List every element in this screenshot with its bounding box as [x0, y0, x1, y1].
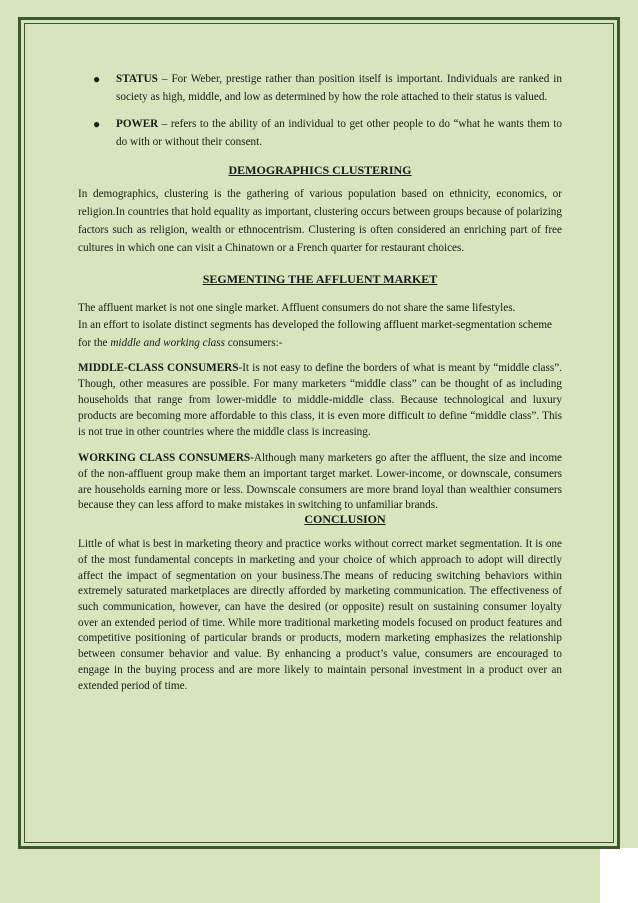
- document-body: [78, 70, 562, 694]
- working-class-paragraph: [78, 451, 562, 513]
- bullet-text: – refers to the ability of an individual to get other people to do “what he wants them to do with or without their consent.: [116, 117, 562, 148]
- affluent-scheme-text: In an effort to isolate distinct segments has developed the following affluent market-segmentation scheme for the: [78, 319, 552, 350]
- middle-class-text: -It is not easy to define the borders of what is meant by “middle class”. Though, other measures are possible. For many marketers “middle class” can be thought of as including households that range from lower-middle to middle-middle class. Because technological and luxury products are becoming more affordable to this class, it is even more difficult to define “middle class”. This is not true in other countries where the middle class is increasing.: [78, 362, 562, 438]
- conclusion-paragraph: Little of what is best in marketing theory and practice works without correct market segmentation. It is one of the most fundamental concepts in marketing and your choice of which approach to adopt will directly affect the impact of segmentation on your business.The means of reducing switching behaviors within extremely saturated marketplaces are directly afforded by marketing communication. The effectiveness of such communication, however, can have the desired (or opposite) result on sustaining consumer loyalty over an extended period of time. While more traditional marketing models focused on product features and competitive positioning of particular brands or products, modern marketing emphasizes the relationship between consumer behavior and value. By enhancing a product’s value, consumers are encouraged to engage in the buying process and are more likely to maintain personal investment in a product over an extended period of time.: [78, 538, 562, 692]
- working-class-term: WORKING CLASS CONSUMERS-: [78, 452, 254, 465]
- bullet-power: [78, 115, 562, 152]
- affluent-scheme-end: consumers:-: [224, 337, 283, 350]
- bullet-dot-icon: ●: [93, 72, 101, 86]
- page-corner: [600, 848, 638, 903]
- bullet-status: [78, 70, 562, 107]
- affluent-intro: The affluent market is not one single market. Affluent consumers do not share the same lifestyles.: [78, 301, 516, 314]
- bullet-dot-icon: ●: [93, 116, 101, 131]
- working-class-text: Although many marketers go after the affluent, the size and income of the non-affluent group make them an important target market. Lower-income, or downscale, consumers are households earning more or less. Downscale consumers are more brand loyal than wealthier consumers because they can less afford to make mistakes in switching to unfamiliar brands.: [78, 452, 562, 512]
- affluent-scheme: [78, 316, 562, 352]
- middle-class-paragraph: [78, 361, 562, 440]
- bullet-list: [78, 70, 562, 151]
- conclusion-heading: CONCLUSION: [304, 511, 386, 526]
- middle-class-term: MIDDLE-CLASS CONSUMERS: [78, 362, 239, 375]
- bullet-text: – For Weber, prestige rather than position itself is important. Individuals are ranked in society as high, middle, and low as determined by how the role attached to their status is valued.: [116, 73, 562, 104]
- affluent-scheme-italic: middle and working class: [110, 337, 225, 350]
- bullet-term: POWER: [116, 117, 159, 130]
- bullet-term: STATUS: [116, 73, 158, 85]
- demographics-heading: DEMOGRAPHICS CLUSTERING: [228, 163, 412, 178]
- demographics-paragraph: In demographics, clustering is the gathering of various population based on ethnicity, economics, or religion.In countries that hold equality as important, clustering occurs between groups because of polarizing factors such as religion, wealth or ethnocentrism. Clustering is often considered an enriching part of free cultures in which one can visit a Chinatown or a French quarter for restaurant choices.: [78, 187, 562, 255]
- affluent-heading: SEGMENTING THE AFFLUENT MARKET: [202, 272, 438, 287]
